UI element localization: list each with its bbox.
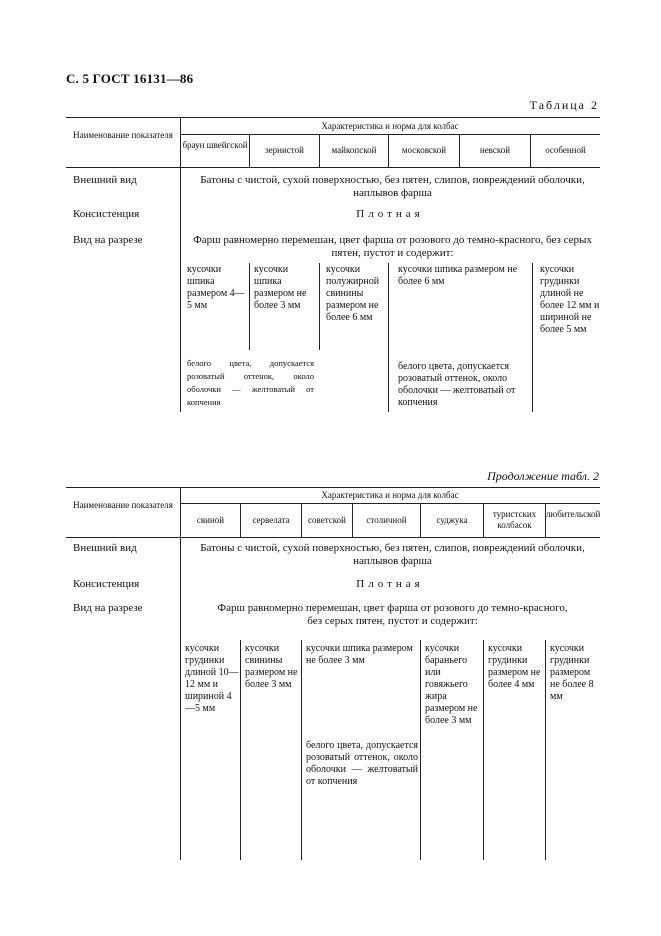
detail-cell: кусочки шпика размером не более 6 мм [398, 264, 518, 287]
detail-cell: кусочки полужирной свинины размером не более 6 мм [326, 264, 380, 323]
cell-rule [319, 263, 320, 350]
detail-cell: кусочки бараньего или говяжьего жира размером не более 3 мм [425, 643, 478, 726]
group-header-rule [180, 134, 600, 135]
column-header: майкопской [331, 145, 377, 155]
table-top-rule [66, 487, 600, 488]
column-header: сервелата [252, 515, 290, 525]
detail-note: белого цвета, допускается розоватый оттенок, около оболочки — желтоватый от копчения [398, 361, 516, 408]
page-header: С. 5 ГОСТ 16131—86 [66, 71, 194, 86]
detail-cell: кусочки шпика размером не более 3 мм [254, 264, 307, 311]
detail-note: белого цвета, допускается розоватый оттенок, около оболочки — желтоватый от копчения [187, 358, 314, 407]
column-header: советской [308, 515, 346, 525]
cell-rule [532, 263, 533, 412]
table-continuation-label: Продолжение табл. 2 [487, 469, 599, 483]
column-header: любительской [546, 509, 601, 519]
detail-note: белого цвета, допускается розоватый оттенок, около оболочки — желтоватый от копчения [306, 740, 418, 787]
detail-cell: кусочки шпика размером не более 3 мм [306, 643, 413, 666]
cell-rule [545, 640, 546, 860]
detail-cell: кусочки грудинки длиной не более 12 мм и шириной не более 5 мм [540, 264, 600, 335]
indicator-header: Наименование показателя [73, 500, 173, 510]
column-header: туристских колбасок [492, 509, 537, 530]
table-label: Таблица 2 [529, 98, 599, 112]
cell-rule [388, 263, 389, 412]
table-top-rule [66, 117, 600, 118]
cell-rule [420, 640, 421, 860]
group-header-rule [180, 503, 600, 504]
column-header: зернистой [265, 145, 304, 155]
detail-cell: кусочки грудинки размером не более 4 мм [488, 643, 541, 690]
consistency-value: Плотная [356, 208, 424, 220]
column-header: браун швейгской [182, 140, 248, 150]
indicator-column-rule [180, 487, 181, 860]
header-bottom-rule [66, 167, 600, 168]
detail-cell: кусочки свинины размером не более 3 мм [245, 643, 298, 690]
row-label-consistency: Консистенция [73, 208, 140, 220]
detail-cell: кусочки шпика размером 4—5 мм [187, 264, 245, 311]
column-header: столичной [366, 515, 407, 525]
group-header: Характеристика и норма для колбас [321, 121, 459, 131]
column-header: московской [401, 145, 447, 155]
appearance-value: Батоны с чистой, сухой поверхностью, без пятен, слипов, повреждений оболочки, наплывов фарша [200, 174, 585, 199]
indicator-column-rule [180, 117, 181, 412]
cell-rule [301, 640, 302, 860]
cell-rule [240, 640, 241, 860]
row-label-appearance: Внешний вид [73, 174, 137, 186]
cut-value: Фарш равномерно перемешан, цвет фарша от розового до темно-красного, без серых пятен, пустот и содержит: [217, 602, 568, 627]
appearance-value: Батоны с чистой, сухой поверхностью, без пятен, слипов, повреждений оболочки, наплывов фарша [200, 542, 585, 567]
column-header: особенной [545, 145, 586, 155]
column-header: невской [479, 145, 511, 155]
detail-cell: кусочки грудинки размером не более 8 мм [550, 643, 594, 702]
cell-rule [483, 640, 484, 860]
consistency-value: Плотная [356, 578, 424, 590]
row-label-cut: Вид на разрезе [73, 234, 143, 246]
header-bottom-rule [66, 537, 600, 538]
row-label-cut: Вид на разрезе [73, 602, 143, 614]
row-label-appearance: Внешний вид [73, 542, 137, 554]
cut-value: Фарш равномерно перемешан, цвет фарша от розового до темно-красного, без серых пятен, пустот и содержит: [193, 234, 592, 259]
row-label-consistency: Консистенция [73, 578, 140, 590]
group-header: Характеристика и норма для колбас [321, 490, 459, 500]
column-header: суджука [436, 515, 468, 525]
column-header: свиной [196, 515, 225, 525]
detail-cell: кусочки грудинки длиной 10—12 мм и шириной 4—5 мм [185, 643, 239, 714]
cell-rule [249, 263, 250, 350]
indicator-header: Наименование показателя [73, 130, 173, 140]
